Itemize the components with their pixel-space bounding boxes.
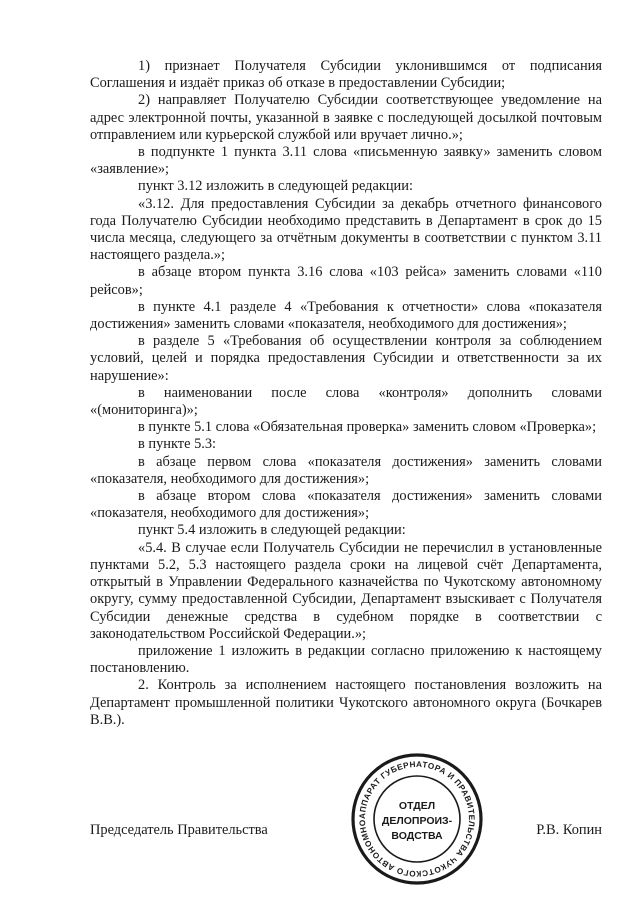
paragraph-10: в пункте 5.1 слова «Обязательная проверка» заменить словом «Проверка»; (138, 419, 597, 436)
paragraph-12: в абзаце первом слова «показателя достижения» заменить словами «показателя, необходимого для достижения»; (90, 453, 602, 487)
paragraph-11: в пункте 5.3: (138, 436, 217, 453)
paragraph-7: в пункте 4.1 разделе 4 «Требования к отчетности» слова «показателя достижения» заменить словами «показателя, необходимого для достижения»; (90, 298, 602, 333)
paragraph-15: «5.4. В случае если Получатель Субсидии не перечислил в установленные пунктами 5.2, 5.3 настоящего раздела сроки на лицевой счёт Департамента, открытый в Управлении Федерального казначейства по Чукотскому автономному округу, сумму предоставленной Субсидии, Департамент взыскивает с Получателя Субсидии денежные средства в судебном порядке в соответствии с законодательством Российской Федерации.»; (90, 539, 602, 642)
signature-block (90, 822, 602, 842)
paragraph-16: приложение 1 изложить в редакции согласно приложению к настоящему постановлению. (90, 642, 602, 677)
svg-text:ВОДСТВА: ВОДСТВА (391, 830, 443, 842)
document-body (90, 58, 602, 729)
paragraph-4: пункт 3.12 изложить в следующей редакции: (138, 178, 413, 195)
signer-name: Р.В. Копин (536, 822, 602, 838)
paragraph-1: 1) признает Получателя Субсидии уклонившимся от подписания Соглашения и издаёт приказ об отказе в предоставлении Субсидии; (90, 58, 602, 92)
paragraph-13: в абзаце втором слова «показателя достижения» заменить словами «показателя, необходимого для достижения»; (90, 488, 602, 522)
svg-text:АППАРАТ ГУБЕРНАТОРА И ПРАВИТЕЛ: АППАРАТ ГУБЕРНАТОРА И ПРАВИТЕЛЬСТВА ЧУКОТСКОГО АВТОНОМНО (357, 759, 477, 879)
paragraph-5: «3.12. Для предоставления Субсидии за декабрь отчетного финансового года Получателю Субсидии необходимо представить в Департамент в срок до 15 числа месяца, следующего за отчётным документы в соответствии с пунктом 3.11 настоящего раздела.»; (90, 195, 602, 264)
svg-text:ОТДЕЛ: ОТДЕЛ (398, 800, 436, 812)
paragraph-2: 2) направляет Получателю Субсидии соответствующее уведомление на адрес электронной почты, указанной в заявке с последующей досылкой почтовым отправлением или курьерской службой или вручает лично.»; (90, 92, 602, 143)
paragraph-17: 2. Контроль за исполнением настоящего постановления возложить на Департамент промышленной политики Чукотского автономного округа (Бочкарев В.В.). (90, 677, 602, 728)
paragraph-3: в подпункте 1 пункта 3.11 слова «письменную заявку» заменить словом «заявление»; (90, 144, 602, 178)
paragraph-14: пункт 5.4 изложить в следующей редакции: (138, 522, 406, 539)
office-stamp (350, 752, 484, 886)
paragraph-6: в абзаце втором пункта 3.16 слова «103 рейса» заменить словами «110 рейсов»; (90, 264, 602, 298)
paragraph-8: в разделе 5 «Требования об осуществлении контроля за соблюдением условий, целей и порядка предоставления Субсидии и ответственности за их нарушение»: (90, 333, 602, 384)
svg-text:ДЕЛОПРОИЗ-: ДЕЛОПРОИЗ- (381, 815, 453, 827)
stamp-seal-icon (350, 752, 484, 886)
signer-position: Председатель Правительства (90, 822, 268, 838)
paragraph-9: в наименовании после слова «контроля» дополнить словами «(мониторинга)»; (90, 384, 602, 419)
